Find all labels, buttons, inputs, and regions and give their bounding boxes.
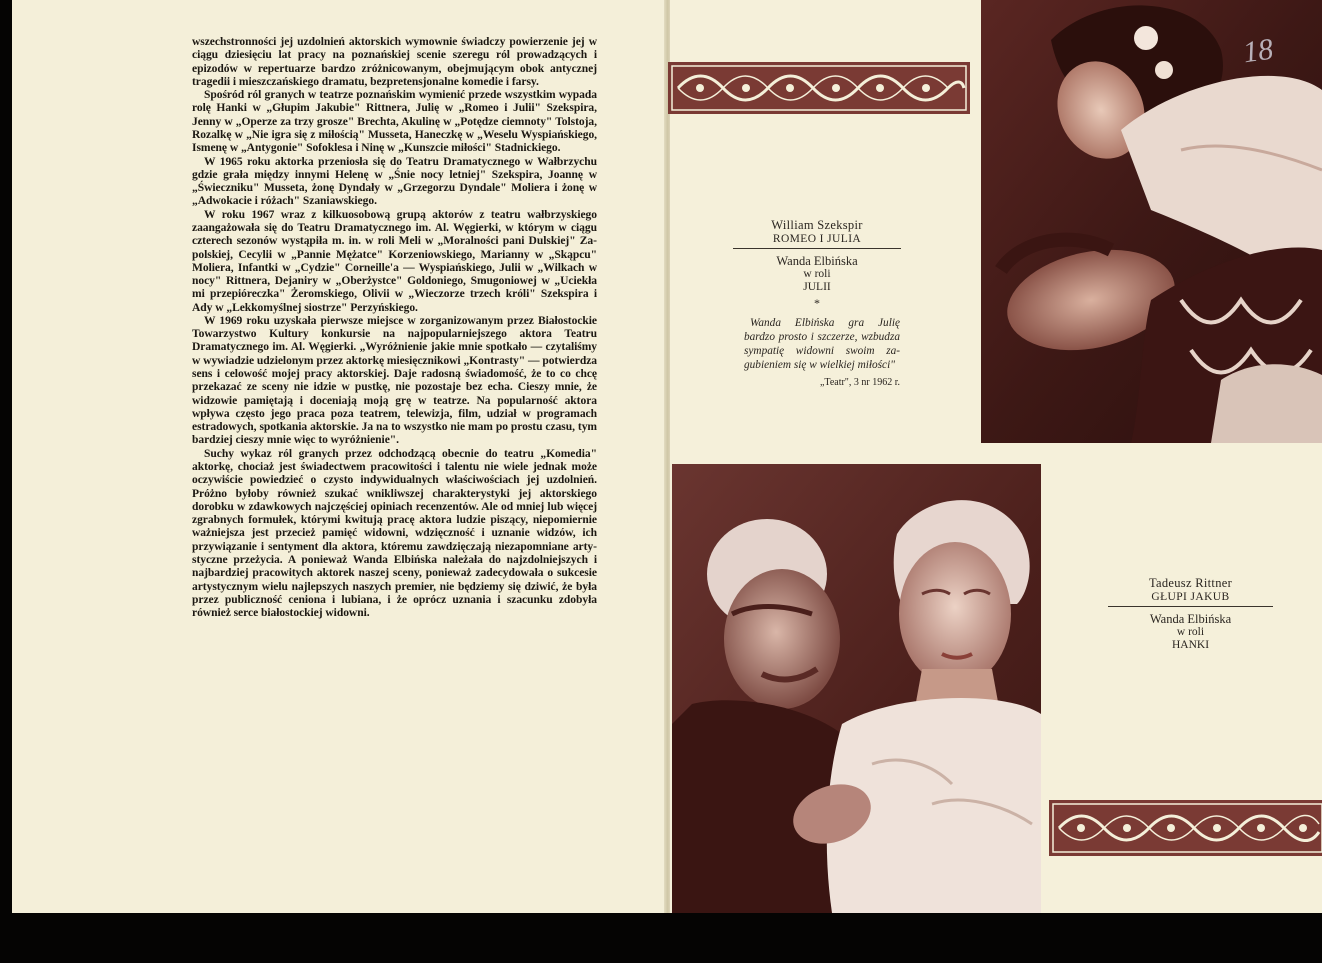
asterisk-separator: * bbox=[814, 296, 820, 310]
caption-role: JULII bbox=[803, 281, 831, 293]
caption-role-prefix: w roli bbox=[803, 268, 831, 280]
ornament-band-top bbox=[668, 62, 970, 114]
ornament-band-bottom bbox=[1049, 800, 1322, 856]
quote-text: Wanda Elbińska gra Julię bardzo prosto i szczerze, wzbudza sympatię widowni swoim zagubieniem się w wielkiej miłości" bbox=[744, 317, 900, 371]
review-quote bbox=[744, 316, 900, 390]
article-paragraph-4: W roku 1967 wraz z kilkuosobową grupą aktorów z teatru wałbrzyskiego zaangażowała się do Teatru Dramatycznego im. Al. Węgierki, w którym w ciągu czterech sezonów wystąpiła m. in. w roli Meli w „Moralności pani Dulskiej" Zapolskiej, Cecylii w „Pannie Mężatce" Korzeniowskiego, Marianny w „Skąpcu" Moliera, Infantki w „Cydzie" Corneille'a — Wyspiańskiego, Julii w „Wilkach w nocy" Rittnera, Dejaniry w „Oberżystce" Goldoniego, Smugoniowej w „Uciekła mi przepióreczka" Żeromskiego, Olivii w „Wieczorze trzech króli" Szekspira i Ady w „Lekkomyślnej siostrze" Perzyńskiego. bbox=[192, 208, 597, 314]
article-paragraph-6: Suchy wykaz ról granych przez odchodzącą obecnie do teatru „Komedia" aktorkę, chociaż jest świadectwem pracowitości i talentu nie wiele jednak może oczywiście powiedzieć o czysto indywidualnych właściwościach jej uzdolnień. Próżno byłoby również szukać wnikliwszej charakterystyki jej aktorskiego dorobku w zdawkowych najczęściej opiniach recenzentów. Ale od mniej lub więcej zgrabnych formułek, którymi kwitują pracę aktora ludzie piszący, niepomiernie ważniejsza jest przecież pamięć widowni, wdzięczność i uznanie widzów, ich przywiązanie i sentyment dla aktora, któremu zawdzięczają niezapomniane artystyczne przeżycia. A ponieważ Wanda Elbińska należała do najzdolniejszych i najbardziej pracowitych aktorek naszej sceny, ponieważ zadecydowała o sukcesie artystycznym wielu najlepszych naszych premier, nie będziemy się dziwić, że była przez publiczność ceniona i lubiana, i że oprócz uznania i szacunku zdobyła również serce białostockiej widowni. bbox=[192, 447, 597, 620]
article-paragraph-5: W 1969 roku uzyskała pierwsze miejsce w zorganizowanym przez Białostockie Towarzystwo Kultury konkursie na najpopularniejszego aktora Teatru Dramatycznego im. Al. Węgierki. „Wyróżnienie jakie mnie spotkało — czytaliśmy w wywiadzie udzielonym przez aktorkę miesięcznikowi „Kontrasty" — potwierdza sens i celowość mojej pracy aktorskiej. Daje radosną świadomość, że to co chcę przekazać ze sceny nie idzie w pustkę, nie pozostaje bez echa. Cieszy mnie, że widzowie pamiętają i doceniają moją grę w teatrze. Na popularność aktora wpływa często jego praca poza teatrem, telewizja, film, udział w programach estradowych, spotkania aktorskie. Ja na to wszystko nie mam po prostu czasu, tym bardziej cieszy mnie więc to wyróżnienie". bbox=[192, 314, 597, 447]
caption-author: William Szekspir bbox=[771, 218, 863, 232]
caption-actor: Wanda Elbińska bbox=[776, 254, 858, 268]
romeo-julia-photo bbox=[981, 0, 1322, 443]
caption-glupi-jakub bbox=[1108, 576, 1273, 652]
quote-source: „Teatr", 3 nr 1962 r. bbox=[819, 377, 900, 388]
caption-role-prefix: w roli bbox=[1176, 626, 1205, 638]
article-paragraph-3: W 1965 roku aktorka przeniosła się do Teatru Dramatycznego w Wałbrzychu gdzie grała między innymi Helenę w „Śnie nocy letniej" Szekspira, Joannę w „Świeczniku" Musseta, żonę Dyndały w „Grzegorzu Dyndale" Moliera i żonę w „Adwokacie i różach" Szaniawskiego. bbox=[192, 155, 597, 208]
caption-rule bbox=[1108, 606, 1273, 607]
caption-role: HANKI bbox=[1171, 639, 1210, 651]
article-paragraph-2: Spośród ról granych w teatrze poznańskim wymienić przede wszystkim wypada rolę Hanki w „Głupim Jakubie" Rittnera, Julię w „Romeo i Julii" Szekspira, Jenny w „Operze za trzy grosze" Brechta, Akulinę w „Potędze ciemnoty" Tolstoja, Rozalkę w „Nie igra się z miłością" Musseta, Haneczkę w „Weselu Wyspiańskiego, Ismenę w „Antygonie" Sofoklesa i Ninę w „Kunszcie miłości" Stadnickiego. bbox=[192, 89, 597, 155]
caption-rule bbox=[733, 248, 901, 249]
glupi-jakub-photo bbox=[672, 464, 1041, 913]
caption-actor: Wanda Elbińska bbox=[1149, 612, 1232, 626]
article-body bbox=[192, 36, 597, 620]
caption-play-title: GŁUPI JAKUB bbox=[1151, 591, 1230, 603]
caption-play-title: ROMEO I JULIA bbox=[772, 233, 862, 245]
caption-author: Tadeusz Rittner bbox=[1148, 576, 1233, 590]
caption-romeo-julia bbox=[733, 218, 901, 311]
svg-text:18: 18 bbox=[1240, 32, 1276, 70]
article-paragraph-1: wszechstronności jej uzdolnień aktorskich wymownie świadczy powierzenie jej w ciągu dziesięciu lat pracy na poznańskiej scenie szeregu ról prowadzących i epizodów w repertuarze bardzo zróżnicowanym, obejmującym obok antycznej tragedii i mieszczańskiego dramatu, bezpretensjonalne komedie i farsy. bbox=[192, 36, 597, 88]
